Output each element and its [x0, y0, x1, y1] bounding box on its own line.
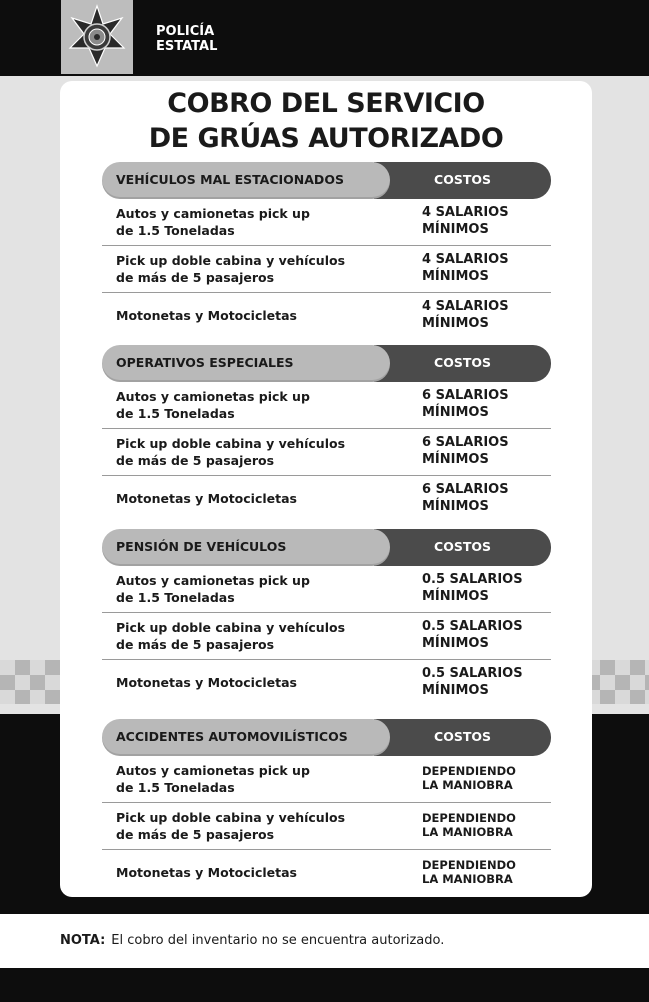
row-cost: [422, 481, 547, 515]
row-cost: [422, 204, 547, 238]
table-row: [102, 382, 551, 429]
row-cost-line-2: MÍNIMOS: [422, 499, 489, 514]
row-cost-line-1: 4 SALARIOS: [422, 252, 509, 267]
row-label-line-1: Autos y camionetas pick up: [116, 573, 310, 588]
row-label: [116, 619, 366, 653]
bottom-bar: [0, 968, 649, 1002]
row-cost-line-1: 6 SALARIOS: [422, 435, 509, 450]
footnote: [60, 933, 444, 948]
row-cost-line-2: MÍNIMOS: [422, 683, 489, 698]
section-operativos-especiales: [102, 345, 551, 522]
row-label: [116, 435, 366, 469]
row-label-line-2: de 1.5 Toneladas: [116, 590, 235, 605]
table-row: [102, 613, 551, 660]
row-label: Motonetas y Motocicletas: [116, 491, 297, 506]
brand-line-1: POLICÍA: [156, 24, 215, 39]
table-row: [102, 803, 551, 850]
title-line-1: COBRO DEL SERVICIO: [167, 88, 485, 119]
row-label-line-1: Autos y camionetas pick up: [116, 389, 310, 404]
title-line-2: DE GRÚAS AUTORIZADO: [148, 123, 504, 154]
row-label-line-1: Pick up doble cabina y vehículos: [116, 810, 346, 825]
section-title: ACCIDENTES AUTOMOVILÍSTICOS: [116, 729, 348, 744]
table-row: [102, 199, 551, 246]
row-cost: [422, 858, 547, 886]
row-label-line-1: Pick up doble cabina y vehículos: [116, 253, 346, 268]
logo-box: [61, 0, 133, 74]
tariff-card: [60, 81, 592, 897]
row-label-line-2: de 1.5 Toneladas: [116, 406, 235, 421]
row-cost-line-1: DEPENDIENDO: [422, 858, 516, 872]
row-cost: [422, 387, 547, 421]
row-cost-line-2: MÍNIMOS: [422, 636, 489, 651]
row-label: [116, 572, 366, 606]
page-title: [60, 86, 592, 156]
costs-header: COSTOS: [434, 172, 491, 187]
row-cost-line-1: 6 SALARIOS: [422, 482, 509, 497]
row-cost-line-2: MÍNIMOS: [422, 222, 489, 237]
row-cost-line-1: 4 SALARIOS: [422, 205, 509, 220]
row-cost-line-1: 0.5 SALARIOS: [422, 666, 523, 681]
section-accidentes-automovilisticos: [102, 719, 551, 896]
row-cost-line-2: LA MANIOBRA: [422, 825, 513, 839]
section-title: VEHÍCULOS MAL ESTACIONADOS: [116, 172, 344, 187]
row-label-line-1: Autos y camionetas pick up: [116, 206, 310, 221]
section-header: [102, 345, 551, 382]
row-cost-line-2: MÍNIMOS: [422, 589, 489, 604]
section-title: PENSIÓN DE VEHÍCULOS: [116, 539, 287, 554]
row-cost-line-2: MÍNIMOS: [422, 405, 489, 420]
table-row: [102, 756, 551, 803]
row-label-line-1: Autos y camionetas pick up: [116, 763, 310, 778]
brand-line-2: ESTATAL: [156, 39, 218, 54]
top-bar: [0, 0, 649, 76]
star-badge-icon: [64, 3, 130, 69]
row-label-line-2: de 1.5 Toneladas: [116, 780, 235, 795]
row-label-line-2: de más de 5 pasajeros: [116, 637, 275, 652]
row-label: [116, 205, 366, 239]
row-cost: [422, 618, 547, 652]
table-row: [102, 476, 551, 522]
costs-header: COSTOS: [434, 355, 491, 370]
costs-header: COSTOS: [434, 729, 491, 744]
row-cost-line-1: 0.5 SALARIOS: [422, 572, 523, 587]
row-cost-line-1: DEPENDIENDO: [422, 811, 516, 825]
row-cost-line-2: LA MANIOBRA: [422, 872, 513, 886]
row-cost-line-1: 4 SALARIOS: [422, 299, 509, 314]
row-cost: [422, 434, 547, 468]
note-text: El cobro del inventario no se encuentra autorizado.: [111, 933, 445, 948]
row-cost-line-1: 0.5 SALARIOS: [422, 619, 523, 634]
section-header: [102, 529, 551, 566]
row-cost: [422, 571, 547, 605]
row-label: [116, 809, 366, 843]
row-label-line-2: de más de 5 pasajeros: [116, 453, 275, 468]
row-cost: [422, 665, 547, 699]
row-label-line-2: de más de 5 pasajeros: [116, 270, 275, 285]
row-cost: [422, 764, 547, 792]
row-label-line-2: de más de 5 pasajeros: [116, 827, 275, 842]
row-label: Motonetas y Motocicletas: [116, 675, 297, 690]
row-cost-line-1: DEPENDIENDO: [422, 764, 516, 778]
row-label: Motonetas y Motocicletas: [116, 308, 297, 323]
section-header: [102, 719, 551, 756]
row-cost: [422, 251, 547, 285]
row-cost-line-2: MÍNIMOS: [422, 452, 489, 467]
section-vehiculos-mal-estacionados: [102, 162, 551, 339]
row-label: [116, 388, 366, 422]
checker-pattern-right: [585, 660, 649, 704]
row-cost: [422, 811, 547, 839]
row-label: Motonetas y Motocicletas: [116, 865, 297, 880]
table-row: [102, 566, 551, 613]
row-label-line-1: Pick up doble cabina y vehículos: [116, 436, 346, 451]
table-row: [102, 660, 551, 706]
section-pension-de-vehiculos: [102, 529, 551, 706]
row-label: [116, 252, 366, 286]
note-label: NOTA:: [60, 933, 106, 948]
row-cost-line-2: MÍNIMOS: [422, 316, 489, 331]
table-row: [102, 246, 551, 293]
section-header: [102, 162, 551, 199]
row-cost: [422, 298, 547, 332]
table-row: [102, 429, 551, 476]
row-cost-line-2: MÍNIMOS: [422, 269, 489, 284]
row-cost-line-1: 6 SALARIOS: [422, 388, 509, 403]
row-label: [116, 762, 366, 796]
table-row: [102, 850, 551, 896]
row-label-line-1: Pick up doble cabina y vehículos: [116, 620, 346, 635]
table-row: [102, 293, 551, 339]
row-cost-line-2: LA MANIOBRA: [422, 778, 513, 792]
section-title: OPERATIVOS ESPECIALES: [116, 355, 294, 370]
row-label-line-2: de 1.5 Toneladas: [116, 223, 235, 238]
brand-name: [156, 24, 217, 54]
costs-header: COSTOS: [434, 539, 491, 554]
